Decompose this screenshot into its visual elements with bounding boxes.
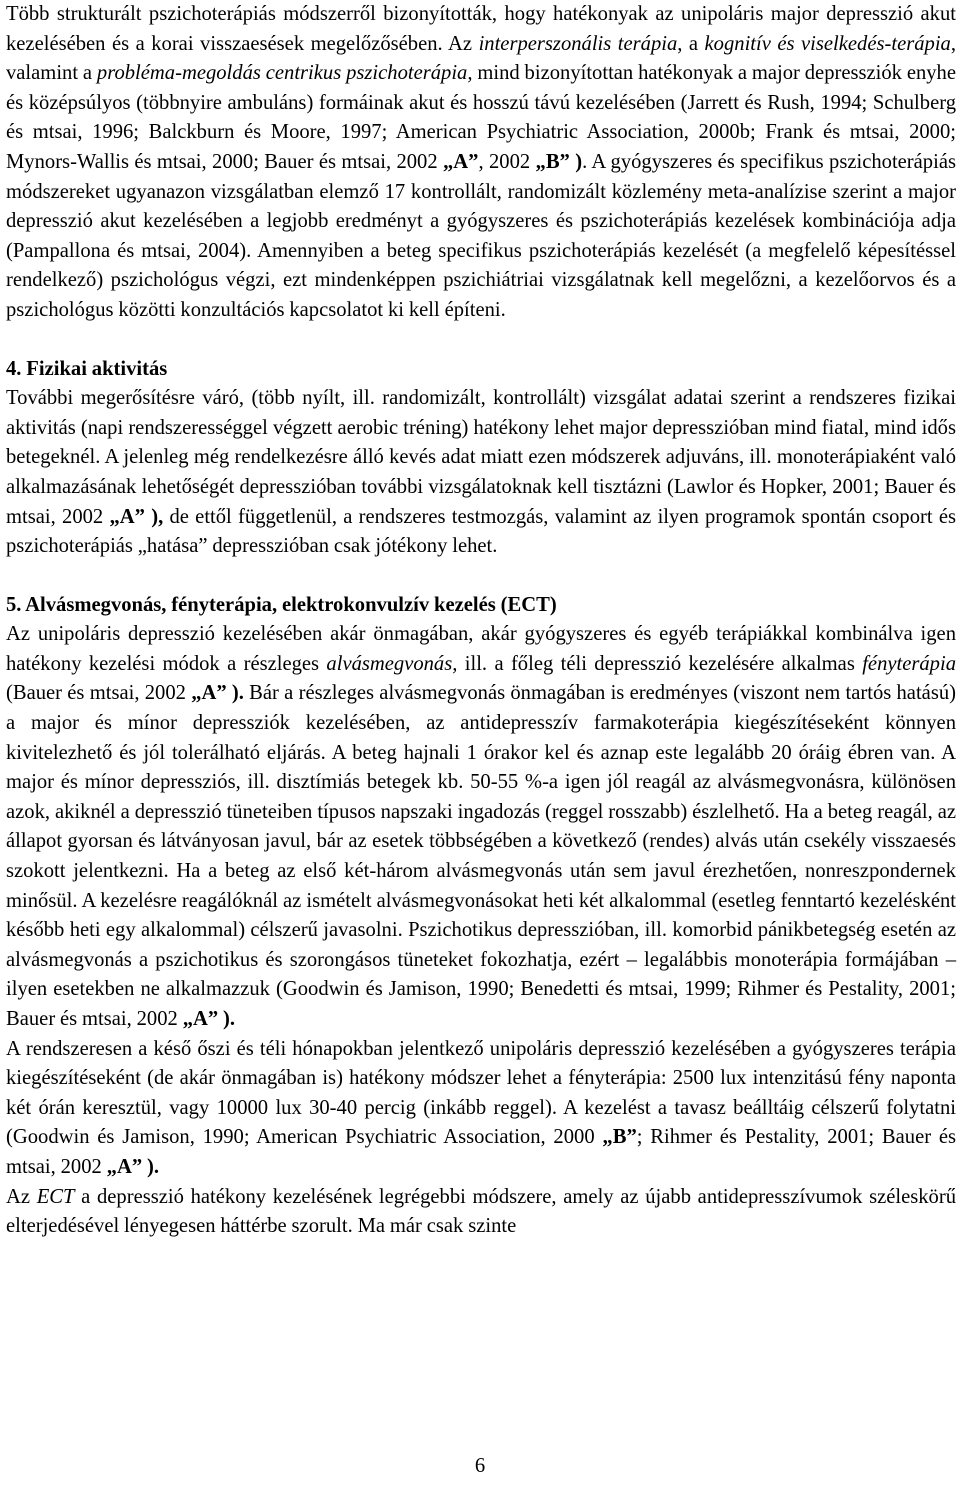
text-run: , a — [677, 32, 705, 55]
evidence-level: „B” — [602, 1126, 637, 1149]
text-run: Az — [6, 1185, 37, 1208]
text-run: . A gyógyszeres és specifikus pszichoterápiás módszereket ugyanazon vizsgálatban elemző 17 kontrollált, randomizált közlemény meta-analízise szerint a major depresszió akut kezelésében a legjobb eredményt a gyógyszeres és pszichoterápiás kezelések kombinációja adja (Pampallona és mtsai, 2004). Amennyiben a beteg specifikus pszichoterápiás kezelését (a megfelelő képesítéssel rendelkező) pszichológus végzi, ezt mindenképpen pszichiátriai vizsgálatnak kell megelőzni, a kezelőorvos és a pszichológus közötti konzultációs kapcsolatot ki kell építeni. — [6, 150, 956, 321]
text-run: (Bauer és mtsai, 2002 — [6, 682, 192, 705]
spacer — [6, 562, 956, 591]
evidence-level: „A” ). — [106, 1155, 159, 1178]
evidence-level: „B” ) — [535, 150, 583, 173]
emphasis-ect: ECT — [36, 1185, 75, 1208]
text-run: Az unipoláris depresszió kezelésében akár önmagában, akár gyógyszeres és egyéb terápiákkal kombinálva igen hatékony kezelési módok a részleges — [6, 623, 956, 675]
text-run: , valamint a — [6, 32, 956, 85]
text-run: További megerősítésre váró, (több nyílt, ill. randomizált, kontrollált) vizsgálat adatai szerint a rendszeres fizikai aktivitás (napi rendszerességgel végzett aerobic tréning) hatékony lehet major depresszióban mind fiatal, mind idős betegeknél. A jelenleg még rendelkezésre álló kevés adat miatt ezen módszerek adjuváns, ill. monoterápiaként való alkalmazásának lehetőségét depresszióban további vizsgálatoknak kell tisztázni (Lawlor és Hopker, 2001; Bauer és mtsai, 2002 — [6, 387, 956, 528]
text-run: a depresszió hatékony kezelésének legrégebbi módszere, amely az újabb antidepresszívumok széleskörű elterjedésével lényegesen háttérbe szorult. Ma már csak szinte — [6, 1185, 956, 1238]
section-heading-sleep-deprivation-ect: 5. Alvásmegvonás, fényterápia, elektrokonvulzív kezelés (ECT) — [6, 593, 557, 616]
paragraph-physical-activity — [6, 384, 956, 562]
text-run: Bár a részleges alvásmegvonás önmagában is eredményes (viszont nem tartós hatású) a major és mínor depressziók kezelésében, az antidepresszív farmakoterápia kiegészítéseként könnyen kivitelezhető és jól tolerálható eljárás. A beteg hajnali 1 órakor kel és aznap este legalább 20 óráig ébren van. A major és mínor depressziós, ill. disztímiás betegek kb. 50-55 %-a igen jól reagál az alvásmegvonásra, különösen azok, akiknél a depresszió tüneteiben típusos napszaki ingadozás (reggel rosszabb) észlelhető. Ha a beteg reagál, az állapot gyorsan és látványosan javul, bár az esetek többségében a következő (rendes) alvás után csekély visszaesés szokott jelentkezni. Ha a beteg az első két-három alvásmegvonás után sem javul érezhetően, nonreszpondernek minősül. A kezelésre reagálóknál az ismételt alvásmegvonásokat heti két alkalommal (esetleg fenntartó kezelésként később heti egy alkalommal) célszerű javasolni. Pszichotikus depresszióban, ill. komorbid pánikbetegség esetén az alvásmegvonás a pszichotikus és szorongásos tüneteket fokozhatja, ezért – legalábbis monoterápia formájában – ilyen esetekben ne alkalmazzuk (Goodwin és Jamison, 1990; Benedetti és mtsai, 1999; Rihmer és Pestality, 2001; Bauer és mtsai, 2002 — [6, 682, 956, 1030]
text-run: de ettől függetlenül, a rendszeres testmozgás, valamint az ilyen programok spontán csoport és pszichoterápiás „hatása” depresszióban csak jótékony lehet. — [6, 505, 956, 558]
evidence-level: „A” — [443, 150, 479, 173]
page-number: 6 — [474, 1455, 486, 1477]
text-run: A rendszeresen a késő őszi és téli hónapokban jelentkező unipoláris depresszió kezelésében a gyógyszeres terápia kiegészítéseként (de akár önmagában is) hatékony módszer lehet a fényterápia: 2500 lux intenzitású fény naponta két órán keresztül, vagy 10000 lux 30-40 percig (inkább reggel). A kezelést a tavasz beálltáig célszerű folytatni (Goodwin és Jamison, 1990; American Psychiatric Association, 2000 — [6, 1037, 956, 1149]
text-run: , 2002 — [478, 150, 536, 173]
evidence-level: „A” ). — [182, 1008, 236, 1030]
text-run: mind bizonyítottan hatékonyak a major depressziók enyhe és középsúlyos (többnyire ambuláns) formáinak akut és hosszú távú kezelésében (Jarrett és Rush, 1994; Schulberg és mtsai, 1996; Balckburn és Moore, 1997; American Psychiatric Association, 2000b; Frank és mtsai, 2000; Mynors-Wallis és mtsai, 2000; Bauer és mtsai, 2002 — [6, 62, 956, 173]
emphasis-cbt: kognitív és viselkedés-terápia — [704, 32, 951, 55]
emphasis-sleep-deprivation: alvásmegvonás, — [326, 652, 458, 675]
evidence-level: „A” ). — [191, 682, 244, 705]
paragraph-light-therapy — [6, 1035, 956, 1183]
emphasis-light-therapy: fényterápia — [862, 652, 956, 675]
spacer — [6, 326, 956, 355]
paragraph-sleep-deprivation — [6, 620, 956, 1034]
paragraph-psychotherapy — [6, 0, 956, 326]
document-page — [6, 0, 956, 1242]
evidence-level: „A” ), — [109, 505, 164, 528]
emphasis-problem-solving-therapy: probléma-megoldás centrikus pszichoterápia, — [96, 62, 473, 85]
emphasis-interpersonal-therapy: interperszonális terápia — [478, 32, 678, 55]
section-heading-physical-activity: 4. Fizikai aktivitás — [6, 357, 168, 380]
paragraph-ect — [6, 1183, 956, 1242]
text-run: ; Rihmer és Pestality, 2001; Bauer és mtsai, 2002 — [6, 1126, 957, 1178]
text-run: ill. a főleg téli depresszió kezelésére alkalmas — [457, 652, 863, 675]
text-run: Több strukturált pszichoterápiás módszerről bizonyították, hogy hatékonyak az unipoláris major depresszió akut kezelésében és a korai visszaesések megelőzősében. Az — [6, 3, 956, 55]
